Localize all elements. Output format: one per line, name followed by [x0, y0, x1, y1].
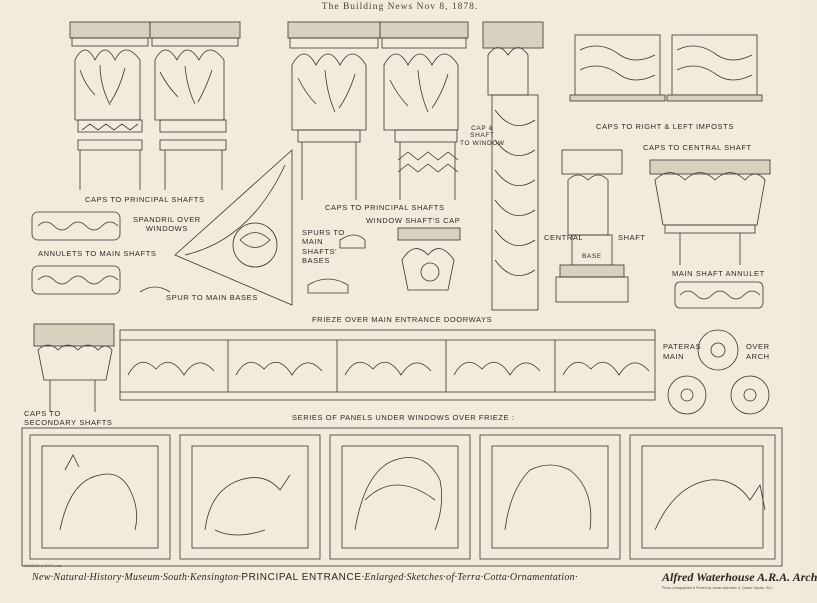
capital-drawing-center-2	[380, 22, 468, 200]
plate-title-mid: PRINCIPAL ENTRANCE	[241, 572, 362, 583]
impost-caps	[570, 35, 762, 101]
frieze-band	[120, 330, 655, 400]
central-shaft	[556, 150, 628, 302]
page-header: The Building News Nov 8, 1878.	[321, 2, 479, 12]
plate-title	[32, 572, 578, 583]
label-central: CENTRAL	[544, 233, 584, 242]
label-caps-principal-center: CAPS TO PRINCIPAL SHAFTS	[325, 203, 445, 212]
label-cap-shaft-window: CAP & SHAFT TO WINDOW	[460, 125, 505, 147]
label-caps-central: CAPS TO CENTRAL SHAFT	[643, 143, 752, 152]
label-caps-principal-left: CAPS TO PRINCIPAL SHAFTS	[85, 195, 205, 204]
label-shaft: SHAFT	[618, 233, 646, 242]
label-base: BASE	[582, 253, 602, 260]
engraver-credit: MAUDUS & KEITH, del.	[24, 564, 63, 568]
label-spandril: SPANDRIL OVER WINDOWS	[133, 215, 201, 233]
central-shaft-cap	[650, 160, 770, 265]
label-pateras: PATERAS MAIN	[663, 342, 702, 361]
label-annulets: ANNULETS TO MAIN SHAFTS	[38, 249, 157, 258]
capital-drawing-left-1	[70, 22, 150, 190]
plate-title-right: ·Enlarged·Sketches·of·Terra·Cotta·Ornamentation·	[361, 572, 578, 583]
label-caps-secondary: CAPS TO SECONDARY SHAFTS	[24, 409, 113, 428]
capital-drawing-center-1	[288, 22, 380, 200]
secondary-shaft-cap	[34, 324, 114, 412]
panels-frame	[22, 428, 782, 566]
label-main-shaft-annulet: MAIN SHAFT ANNULET	[672, 269, 765, 278]
window-shaft-cap	[398, 228, 460, 290]
label-frieze: FRIEZE OVER MAIN ENTRANCE DOORWAYS	[312, 315, 493, 324]
plate-title-left: New·Natural·History·Museum·South·Kensington·	[32, 572, 242, 583]
architect-signature: Alfred Waterhouse A.R.A. Arch	[662, 570, 817, 584]
window-shaft-column	[483, 22, 543, 310]
label-window-shaft-cap: WINDOW SHAFT'S CAP	[366, 216, 461, 225]
capital-drawing-left-2	[150, 22, 240, 190]
printer-credit: Photo-Lithographed & Printed by James Akerman, 6, Queen Square, W.C.	[662, 586, 774, 590]
main-shaft-annulet	[675, 282, 763, 308]
label-spurs-main: SPURS TO MAIN SHAFTS' BASES	[302, 228, 345, 266]
label-caps-right-left: CAPS TO RIGHT & LEFT IMPOSTS	[596, 122, 734, 131]
label-over-arch: OVER ARCH	[746, 342, 770, 361]
label-spur-bases: SPUR TO MAIN BASES	[166, 293, 258, 302]
label-series-panels: SERIES OF PANELS UNDER WINDOWS OVER FRIEZE :	[292, 413, 515, 422]
